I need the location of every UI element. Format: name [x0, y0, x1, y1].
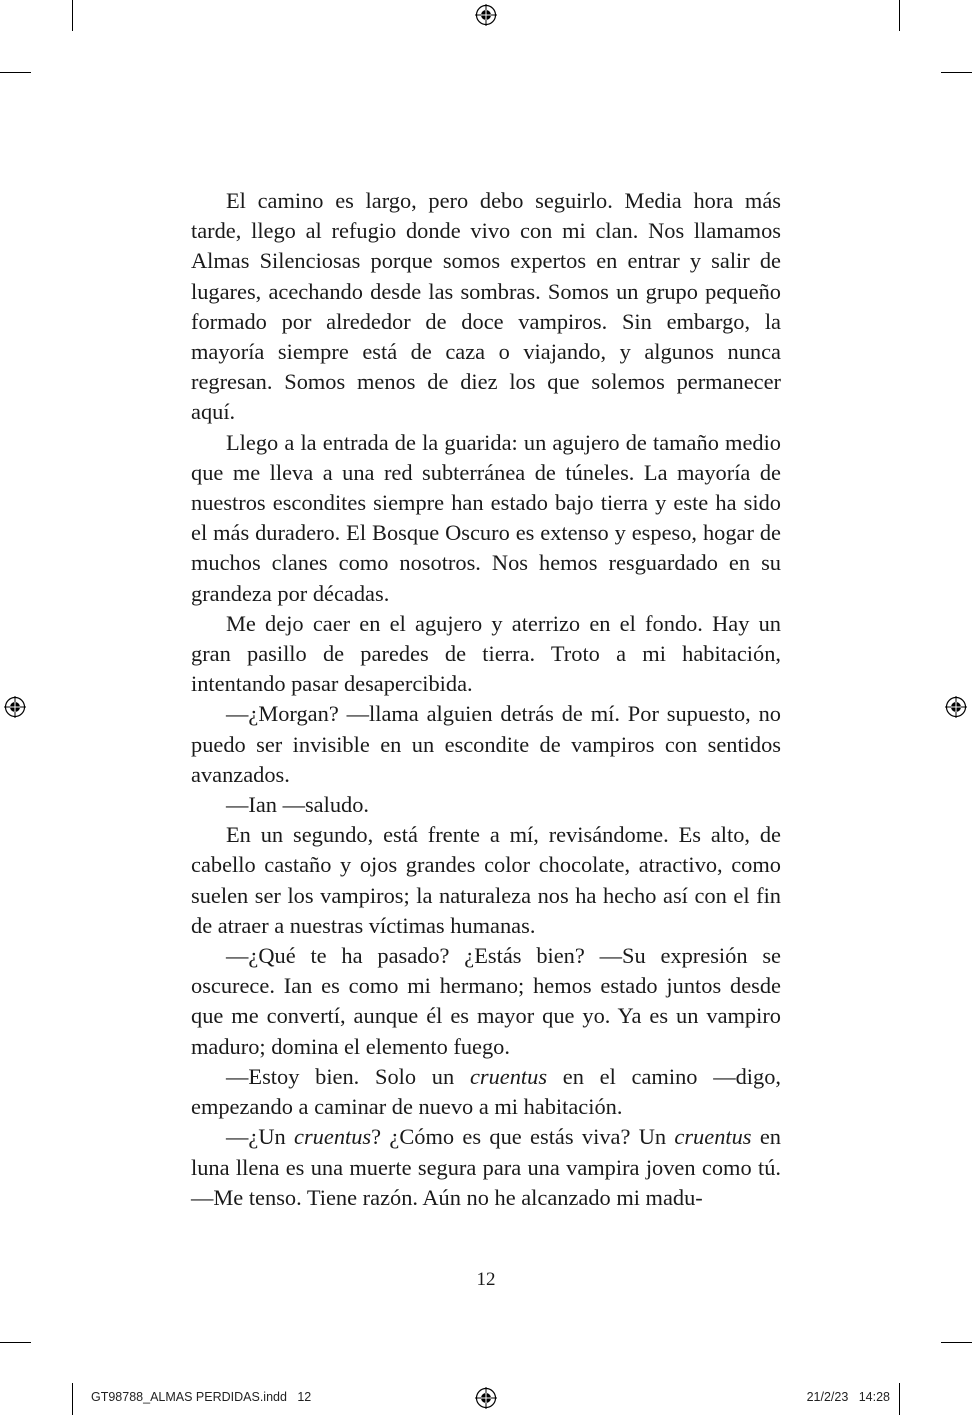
registration-mark-icon	[4, 696, 26, 718]
text-run: en luna llena es una muerte segura para una vampira joven como tú. —Me tenso. Tiene razón. Aún no he alcanzado mi madu-	[191, 1124, 781, 1210]
registration-mark-icon	[475, 4, 497, 26]
crop-mark-top-left-vertical	[72, 0, 73, 31]
paragraph: Me dejo caer en el agujero y aterrizo en el fondo. Hay un gran pasillo de paredes de tierra. Troto a mi habitación, intentando pasar desapercibida.	[191, 610, 781, 697]
crop-mark-top-right-vertical	[899, 0, 900, 31]
registration-mark-icon	[945, 696, 967, 718]
text-run: ? ¿Cómo es que estás viva? Un	[371, 1124, 675, 1150]
paragraph: El camino es largo, pero debo seguirlo. Media hora más tarde, llego al refugio donde vivo con mi clan. Nos llamamos Almas Silenciosas porque somos expertos en entrar y salir de lugares, acechando desde las sombras. Somos un grupo pequeño formado por alrededor de doce vampiros. Sin embargo, la mayoría siempre está de caza o viajando, y algunos nunca regresan. Somos menos de diez los que solemos permanecer aquí.	[191, 188, 781, 425]
paragraph	[191, 1062, 781, 1122]
text-run: —Estoy bien. Solo un	[226, 1063, 470, 1089]
crop-mark-bottom-right-horizontal	[941, 1342, 972, 1343]
italic-word: cruentus	[674, 1124, 752, 1150]
paragraph: —¿Morgan? —llama alguien detrás de mí. Por supuesto, no puedo ser invisible en un escondite de vampiros con sentidos avanzados.	[191, 701, 781, 787]
text-run: —¿Un	[226, 1124, 295, 1150]
paragraph: —¿Qué te ha pasado? ¿Estás bien? —Su expresión se oscurece. Ian es como mi hermano; hemos estado juntos desde que me convertí, aunque él es mayor que yo. Ya es un vampiro maduro; domina el elemento fuego.	[191, 943, 781, 1059]
paragraph: —Ian —saludo.	[226, 792, 370, 818]
registration-mark-icon	[475, 1387, 497, 1409]
italic-word: cruentus	[469, 1063, 548, 1089]
page-number: 12	[476, 1269, 496, 1290]
crop-mark-bottom-left-vertical	[72, 1383, 73, 1415]
slug-date: 21/2/23 14:28	[806, 1390, 890, 1404]
paragraph: En un segundo, está frente a mí, revisándome. Es alto, de cabello castaño y ojos grandes color chocolate, atractivo, como suelen ser los vampiros; la naturaleza nos ha hecho así con el fin de atraer a nuestras víctimas humanas.	[191, 822, 781, 938]
crop-mark-top-right-horizontal	[941, 72, 972, 73]
crop-mark-bottom-right-vertical	[899, 1383, 900, 1415]
body-text	[191, 186, 781, 1213]
text-run: en el camino —digo, empezando a caminar de nuevo a mi habitación.	[191, 1063, 781, 1120]
slug-file-name: GT98788_ALMAS PERDIDAS.indd 12	[91, 1390, 312, 1404]
italic-word: cruentus	[294, 1124, 372, 1150]
crop-mark-top-left-horizontal	[0, 72, 31, 73]
crop-mark-bottom-left-horizontal	[0, 1342, 31, 1343]
paragraph: Llego a la entrada de la guarida: un agujero de tamaño medio que me lleva a una red subterránea de túneles. La mayoría de nuestros escondites siempre han estado bajo tierra y este ha sido el más duradero. El Bosque Oscuro es extenso y espeso, hogar de muchos clanes como nosotros. Nos hemos resguardado en su grandeza por décadas.	[191, 429, 781, 606]
paragraph	[191, 1122, 781, 1213]
